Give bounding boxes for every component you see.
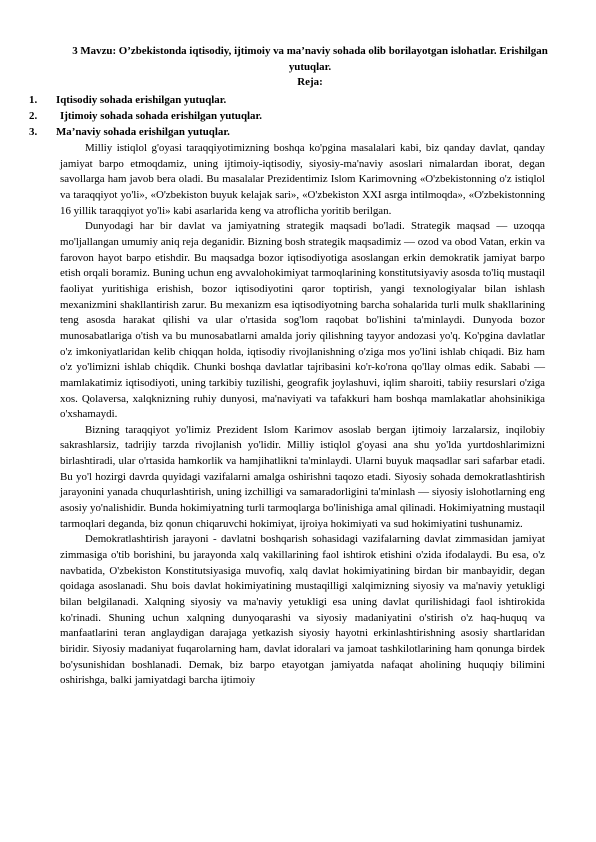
plan-item-text: Ijtimoiy sohada sohada erishilgan yutuqlar. [60, 110, 263, 122]
body-paragraph: Milliy istiqlol g'oyasi taraqqiyotimizning boshqa ko'pgina masalalari kabi, biz qanday davlat, qanday jamiyat barpo etmoqdamiz, uning ijtimoiy-iqtisodiy, siyosiy-ma'naviy asoslari nimalardan iborat, degan savollarga ham javob bera oladi. Bu masalalar Prezidentimiz Islom Karimovning «O'zbekistonning o'z istiqlol va taraqqiyot yo'li», «O'zbekiston buyuk kelajak sari», «O'zbekiston XXI asrga intilmoqda», «O'zbekistonning 16 yillik taraqqiyot yo'li» kabi asarlarida keng va atroflicha yoritib berilgan. [60, 142, 545, 217]
plan-item [29, 124, 549, 140]
plan-item [29, 92, 549, 108]
document-title: 3 Mavzu: O’zbekistonda iqtisodiy, ijtimoiy va ma’naviy sohada olib borilayotgan islohatlar. Erishilgan yutuqlar. [72, 45, 548, 73]
body-paragraph: Demokratlashtirish jarayoni - davlatni boshqarish sohasidagi vazifalarning davlat zimmasidan jamiyat zimmasiga o'tib borishini, bu jarayonda xalq vakillarining faol ishtirok etishini o'zida ifodalaydi. Bu esa, o'z navbatida, O'zbekiston Konstitutsiyasiga muvofiq, xalq davlat hokimiyatining birdan bir manbayidir, degan qoidaga asoslanadi. Shu bois davlat hokimiyatining mustaqilligi xalqimizning siyosiy va ma'naviy yetukligi bilan belgilanadi. Xalqning siyosiy va ma'naviy yetukligi esa uning davlat qurilishidagi faol ishtirokida ko'rinadi. Shuning uchun xalqning dunyoqarashi va siyosiy madaniyatini o'stirish o'z haq-huquq va manfaatlarini teran anglaydigan darajaga yetkazish siyosiy hayotni erkinlashtirishning asosiy shartlaridan biridir. Siyosiy madaniyat fuqarolarning ham, davlat idoralari va jamoat tashkilotlarining ham qonunga birdek bo'ysunishidan boshlanadi. Demak, biz barpo etayotgan jamiyatda nafaqat aholining huquqiy bilimini oshirishga, balki jamiyatdagi barcha ijtimoiy [60, 533, 545, 687]
plan-item-number: 1. [29, 94, 38, 106]
plan-list [29, 92, 549, 140]
plan-item-number: 3. [29, 126, 38, 138]
plan-item-text: Ma’naviy sohada erishilgan yutuqlar. [56, 126, 230, 138]
plan-heading: Reja: [297, 76, 323, 88]
body-paragraph: Bizning taraqqiyot yo'limiz Prezident Islom Karimov asoslab bergan ijtimoiy larzalarsiz, inqilobiy sakrashlarsiz, tadrijiy tarzda rivojlanish yo'lidir. Milliy istiqlol g'oyasi ana shu yo'lda yurtdoshlarimizni birlashtiradi, ular o'rtasida hamkorlik va hamjihatlikni ta'minlaydi. Ularni buyuk maqsadlar sari safarbar etadi. Bu yo'l hozirgi davrda quyidagi vazifalarni amalga oshirishni taqozo etadi. Siyosiy sohada demokratlashtirish jarayonini yanada chuqurlashtirish, uning izchilligi va samaradorligini ta'minlash — siyosiy islohotlarning eng asosiy yo'nalishidir. Bunda hokimiyatning turli tarmoqlarga bo'linishiga amal qilinadi. Hokimiyatning mustaqil tarmoqlari deganda, biz qonun chiqaruvchi hokimiyat, ijroiya hokimiyati va sud hokimiyatini tushunamiz. [60, 423, 545, 530]
plan-item-text: Iqtisodiy sohada erishilgan yutuqlar. [56, 94, 227, 106]
plan-item [29, 108, 549, 124]
body-text [60, 141, 545, 689]
body-paragraph: Dunyodagi har bir davlat va jamiyatning strategik maqsadi bo'ladi. Strategik maqsad — uzoqqa mo'ljallangan umumiy aniq reja deganidir. Bizning bosh strategik maqsadimiz — ozod va obod Vatan, erkin va farovon hayot barpo etishdir. Bu maqsadga bozor iqtisodiyotiga asoslangan erkin demokratik jamiyat barpo etish orqali boramiz. Buning uchun eng avvalohokimiyat tarmoqlarining konstitutsiyaviy asosda to'liq mustaqil faoliyat yuritishiga erishish, bozor iqtisodiyotini qaror toptirish, yangi texnologiyalar bilan ishlash mexanizmini shakllantirish zarur. Bu mexanizm esa iqtisodiyotning barcha sohalarida turli mulk shakllarining teng asosda harakat qilishi va ular o'rtasida sog'lom raqobat bo'lishini ta'minlaydi. Dunyoda bozor munosabatlariga o'tish va bu munosabatlarni amalda joriy qilishning tayyor andozasi yo'q. Ko'pgina davlatlar o'z imkoniyatlaridan kelib chiqqan holda, iqtisodiy rivojlanishning o'ziga mos yo'lini ishlab chiqadi. Biz ham o'z yo'limizni ishlab chiqdik. Chunki boshqa davlatlar tajribasini ko'r-ko'rona qo'llay olmas edik. Sababi — mamlakatimiz iqtisodiyoti, uning tarkibiy tuzilishi, geografik joylashuvi, iqlim sharoiti, tabiiy resurslari o'ziga xos. Qolaversa, xalqknizning ruhiy dunyosi, ma'naviyati va tafakkuri ham boshqa mamlakatlar ahohsinikiga o'xshamaydi. [60, 220, 545, 421]
plan-item-number: 2. [29, 110, 38, 122]
